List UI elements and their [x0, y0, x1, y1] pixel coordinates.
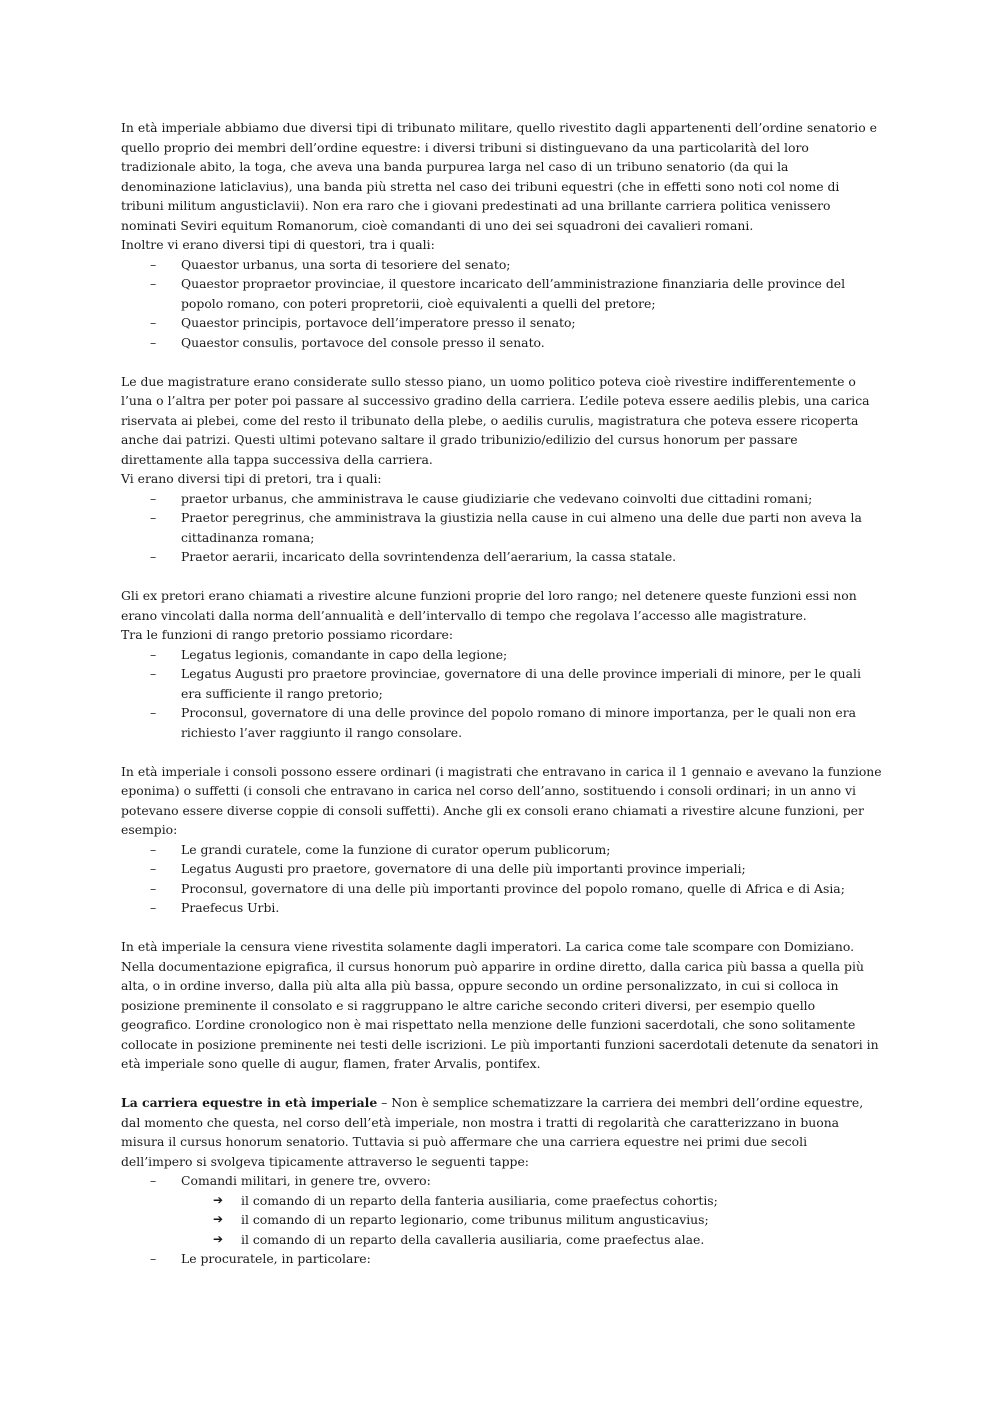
dash-bullet: – — [150, 666, 157, 681]
list-item — [121, 274, 882, 313]
list-item — [121, 547, 882, 567]
dash-bullet: – — [150, 880, 157, 896]
section-tribunato — [121, 118, 882, 352]
section-censura — [121, 937, 882, 1074]
list-item — [121, 1249, 882, 1269]
paragraph-censura: In età imperiale la censura viene rivestita solamente dagli imperatori. La carica come tale scompare con Domiziano. — [121, 939, 855, 954]
sublist-item — [181, 1191, 882, 1211]
list-item-text: Praetor peregrinus, che amministrava la giustizia nella cause in cui almeno una delle due parti non aveva la cittadinanza romana; — [181, 510, 862, 545]
heading-separator: – — [377, 1095, 392, 1110]
sublist-item — [181, 1210, 882, 1230]
list-item-text: praetor urbanus, che amministrava le cause giudiziarie che vedevano coinvolti due cittadini romani; — [181, 490, 813, 506]
dash-bullet: – — [150, 276, 157, 291]
section-magistrature — [121, 372, 882, 567]
dash-bullet: – — [150, 490, 157, 506]
list-item — [121, 1171, 882, 1249]
list-item — [121, 898, 882, 918]
paragraph-consoli: In età imperiale i consoli possono essere ordinari (i magistrati che entravano in carica il 1 gennaio e avevano la funzione eponima) o suffetti (i consoli che entravano in carica nel corso dell’anno, sostituendo i consoli ordinari; in un anno vi potevano essere diverse coppie di consoli suffetti). Anche gli ex consoli erano chiamati a rivestire alcune funzioni, per esempio: — [121, 763, 882, 837]
section-heading: La carriera equestre in età imperiale — [121, 1095, 378, 1110]
list-questori — [121, 255, 882, 353]
section-carriera-equestre — [121, 1093, 882, 1269]
list-item-text: Quaestor consulis, portavoce del console presso il senato. — [181, 334, 545, 350]
list-item-text: Comandi militari, in genere tre, ovvero: — [181, 1173, 431, 1188]
arrow-right-icon: ➔ — [213, 1231, 224, 1246]
list-intro-pretori: Vi erano diversi tipi di pretori, tra i quali: — [121, 471, 382, 486]
paragraph-carriera-equestre — [121, 1093, 882, 1171]
arrow-right-icon: ➔ — [213, 1192, 224, 1207]
list-item-text: Legatus Augusti pro praetore, governatore di una delle più importanti province imperiali; — [181, 861, 746, 876]
paragraph-magistrature: Le due magistrature erano considerate sullo stesso piano, un uomo politico poteva cioè rivestire indifferentemente o l’una o l’altra per poter poi passare al successivo gradino della carriera. L’edile poteva essere aedilis plebis, una carica riservata ai plebei, come del resto il tribunato della plebe, o aedilis curulis, magistratura che poteva essere ricoperta anche dai patrizi. Questi ultimi potevano saltare il grado tribunizio/edilizio del cursus honorum per passare direttamente alla tappa successiva della carriera. — [121, 373, 870, 467]
dash-bullet: – — [150, 334, 157, 350]
list-item — [121, 255, 882, 275]
list-item — [121, 879, 882, 899]
list-intro-questori: Inoltre vi erano diversi tipi di questori, tra i quali: — [121, 237, 435, 252]
list-tappe-equestri — [121, 1171, 882, 1269]
sublist-item — [181, 1230, 882, 1250]
arrow-right-icon: ➔ — [213, 1212, 224, 1226]
list-item-text: Legatus Augusti pro praetore provinciae, governatore di una delle province imperiali di minore, per le quali era sufficiente il rango pretorio; — [181, 666, 861, 701]
list-item-text: Le grandi curatele, come la funzione di curator operum publicorum; — [181, 841, 611, 857]
list-item-text: Quaestor urbanus, una sorta di tesoriere del senato; — [181, 256, 511, 272]
list-item-text: Quaestor principis, portavoce dell’imperatore presso il senato; — [181, 315, 576, 330]
sublist-item-text: il comando di un reparto della cavalleria ausiliaria, come praefectus alae. — [241, 1231, 705, 1247]
dash-bullet: – — [150, 705, 157, 720]
list-item — [121, 645, 882, 665]
paragraph-ex-pretori: Gli ex pretori erano chiamati a rivestire alcune funzioni proprie del loro rango; nel detenere queste funzioni essi non erano vincolati dalla norma dell’annualità e dell’intervallo di tempo che regolava l’accesso alle magistrature. — [121, 588, 857, 623]
dash-bullet: – — [150, 256, 157, 272]
list-item-text: Praetor aerarii, incaricato della sovrintendenza dell’aerarium, la cassa statale. — [181, 549, 677, 564]
paragraph-cursus-honorum: Nella documentazione epigrafica, il cursus honorum può apparire in ordine diretto, dalla carica più bassa a quella più alta, o in ordine inverso, dalla più alta alla più bassa, oppure secondo un ordine personalizzato, in cui si colloca in posizione preminente il consolato e si raggruppano le altre cariche secondo criteri diversi, per esempio quello geografico. L’ordine cronologico non è mai rispettato nella menzione delle funzioni sacerdotali, che sono solitamente collocate in posizione preminente nei testi delle iscrizioni. Le più importanti funzioni sacerdotali detenute da senatori in età imperiale sono quelle di augur, flamen, frater Arvalis, pontifex. — [121, 958, 879, 1071]
list-item — [121, 313, 882, 333]
dash-bullet: – — [150, 315, 157, 330]
dash-bullet: – — [150, 1173, 157, 1188]
dash-bullet: – — [150, 646, 157, 662]
sublist-comandi-militari — [181, 1191, 882, 1250]
dash-bullet: – — [150, 841, 157, 857]
list-item — [121, 508, 882, 547]
list-item-text: Proconsul, governatore di una delle province del popolo romano di minore importanza, per le quali non era richiesto l’aver raggiunto il rango consolare. — [181, 705, 857, 740]
dash-bullet: – — [150, 1251, 157, 1266]
dash-bullet: – — [150, 549, 157, 564]
list-item — [121, 489, 882, 509]
dash-bullet: – — [150, 861, 157, 876]
list-item — [121, 859, 882, 879]
paragraph-tribunato: In età imperiale abbiamo due diversi tipi di tribunato militare, quello rivestito dagli appartenenti dell’ordine senatorio e quello proprio dei membri dell’ordine equestre: i diversi tribuni si distinguevano da una particolarità del loro tradizionale abito, la toga, che aveva una banda purpurea larga nel caso di un tribuno senatorio (da qui la denominazione laticlavius), una banda più stretta nel caso dei tribuni equestri (che in effetti sono noti col nome di tribuni militum angusticlavii). Non era raro che i giovani predestinati ad una brillante carriera politica venissero nominati Seviri equitum Romanorum, cioè comandanti di uno dei sei squadroni dei cavalieri romani. — [121, 120, 877, 233]
list-funzioni-consolari — [121, 840, 882, 918]
list-item-text: Praefecus Urbi. — [181, 900, 280, 915]
list-item — [121, 703, 882, 742]
list-pretori — [121, 489, 882, 567]
list-item — [121, 333, 882, 353]
section-ex-pretori — [121, 586, 882, 742]
sublist-item-text: il comando di un reparto legionario, come tribunus militum angusticavius; — [241, 1212, 709, 1227]
list-item-text: Le procuratele, in particolare: — [181, 1251, 371, 1266]
list-item — [121, 664, 882, 703]
list-funzioni-pretorie — [121, 645, 882, 743]
list-intro-funzioni-pretorie: Tra le funzioni di rango pretorio possiamo ricordare: — [121, 627, 454, 642]
list-item-text: Proconsul, governatore di una delle più importanti province del popolo romano, quelle di Africa e di Asia; — [181, 880, 845, 896]
sublist-item-text: il comando di un reparto della fanteria ausiliaria, come praefectus cohortis; — [241, 1192, 718, 1208]
dash-bullet: – — [150, 900, 157, 915]
list-item-text: Legatus legionis, comandante in capo della legione; — [181, 646, 508, 662]
list-item — [121, 840, 882, 860]
section-consoli — [121, 762, 882, 918]
paragraph-text: Non è semplice schematizzare la carriera dei membri dell’ordine equestre, dal momento che questa, nel corso dell’età imperiale, non mostra i tratti di regolarità che caratterizzano in buona misura il cursus honorum senatorio. Tuttavia si può affermare che una carriera equestre nei primi due secoli dell’impero si svolgeva tipicamente attraverso le seguenti tappe: — [121, 1095, 864, 1169]
dash-bullet: – — [150, 510, 157, 525]
list-item-text: Quaestor propraetor provinciae, il questore incaricato dell’amministrazione finanziaria delle province del popolo romano, con poteri propretorii, cioè equivalenti a quelli del pretore; — [181, 276, 846, 311]
